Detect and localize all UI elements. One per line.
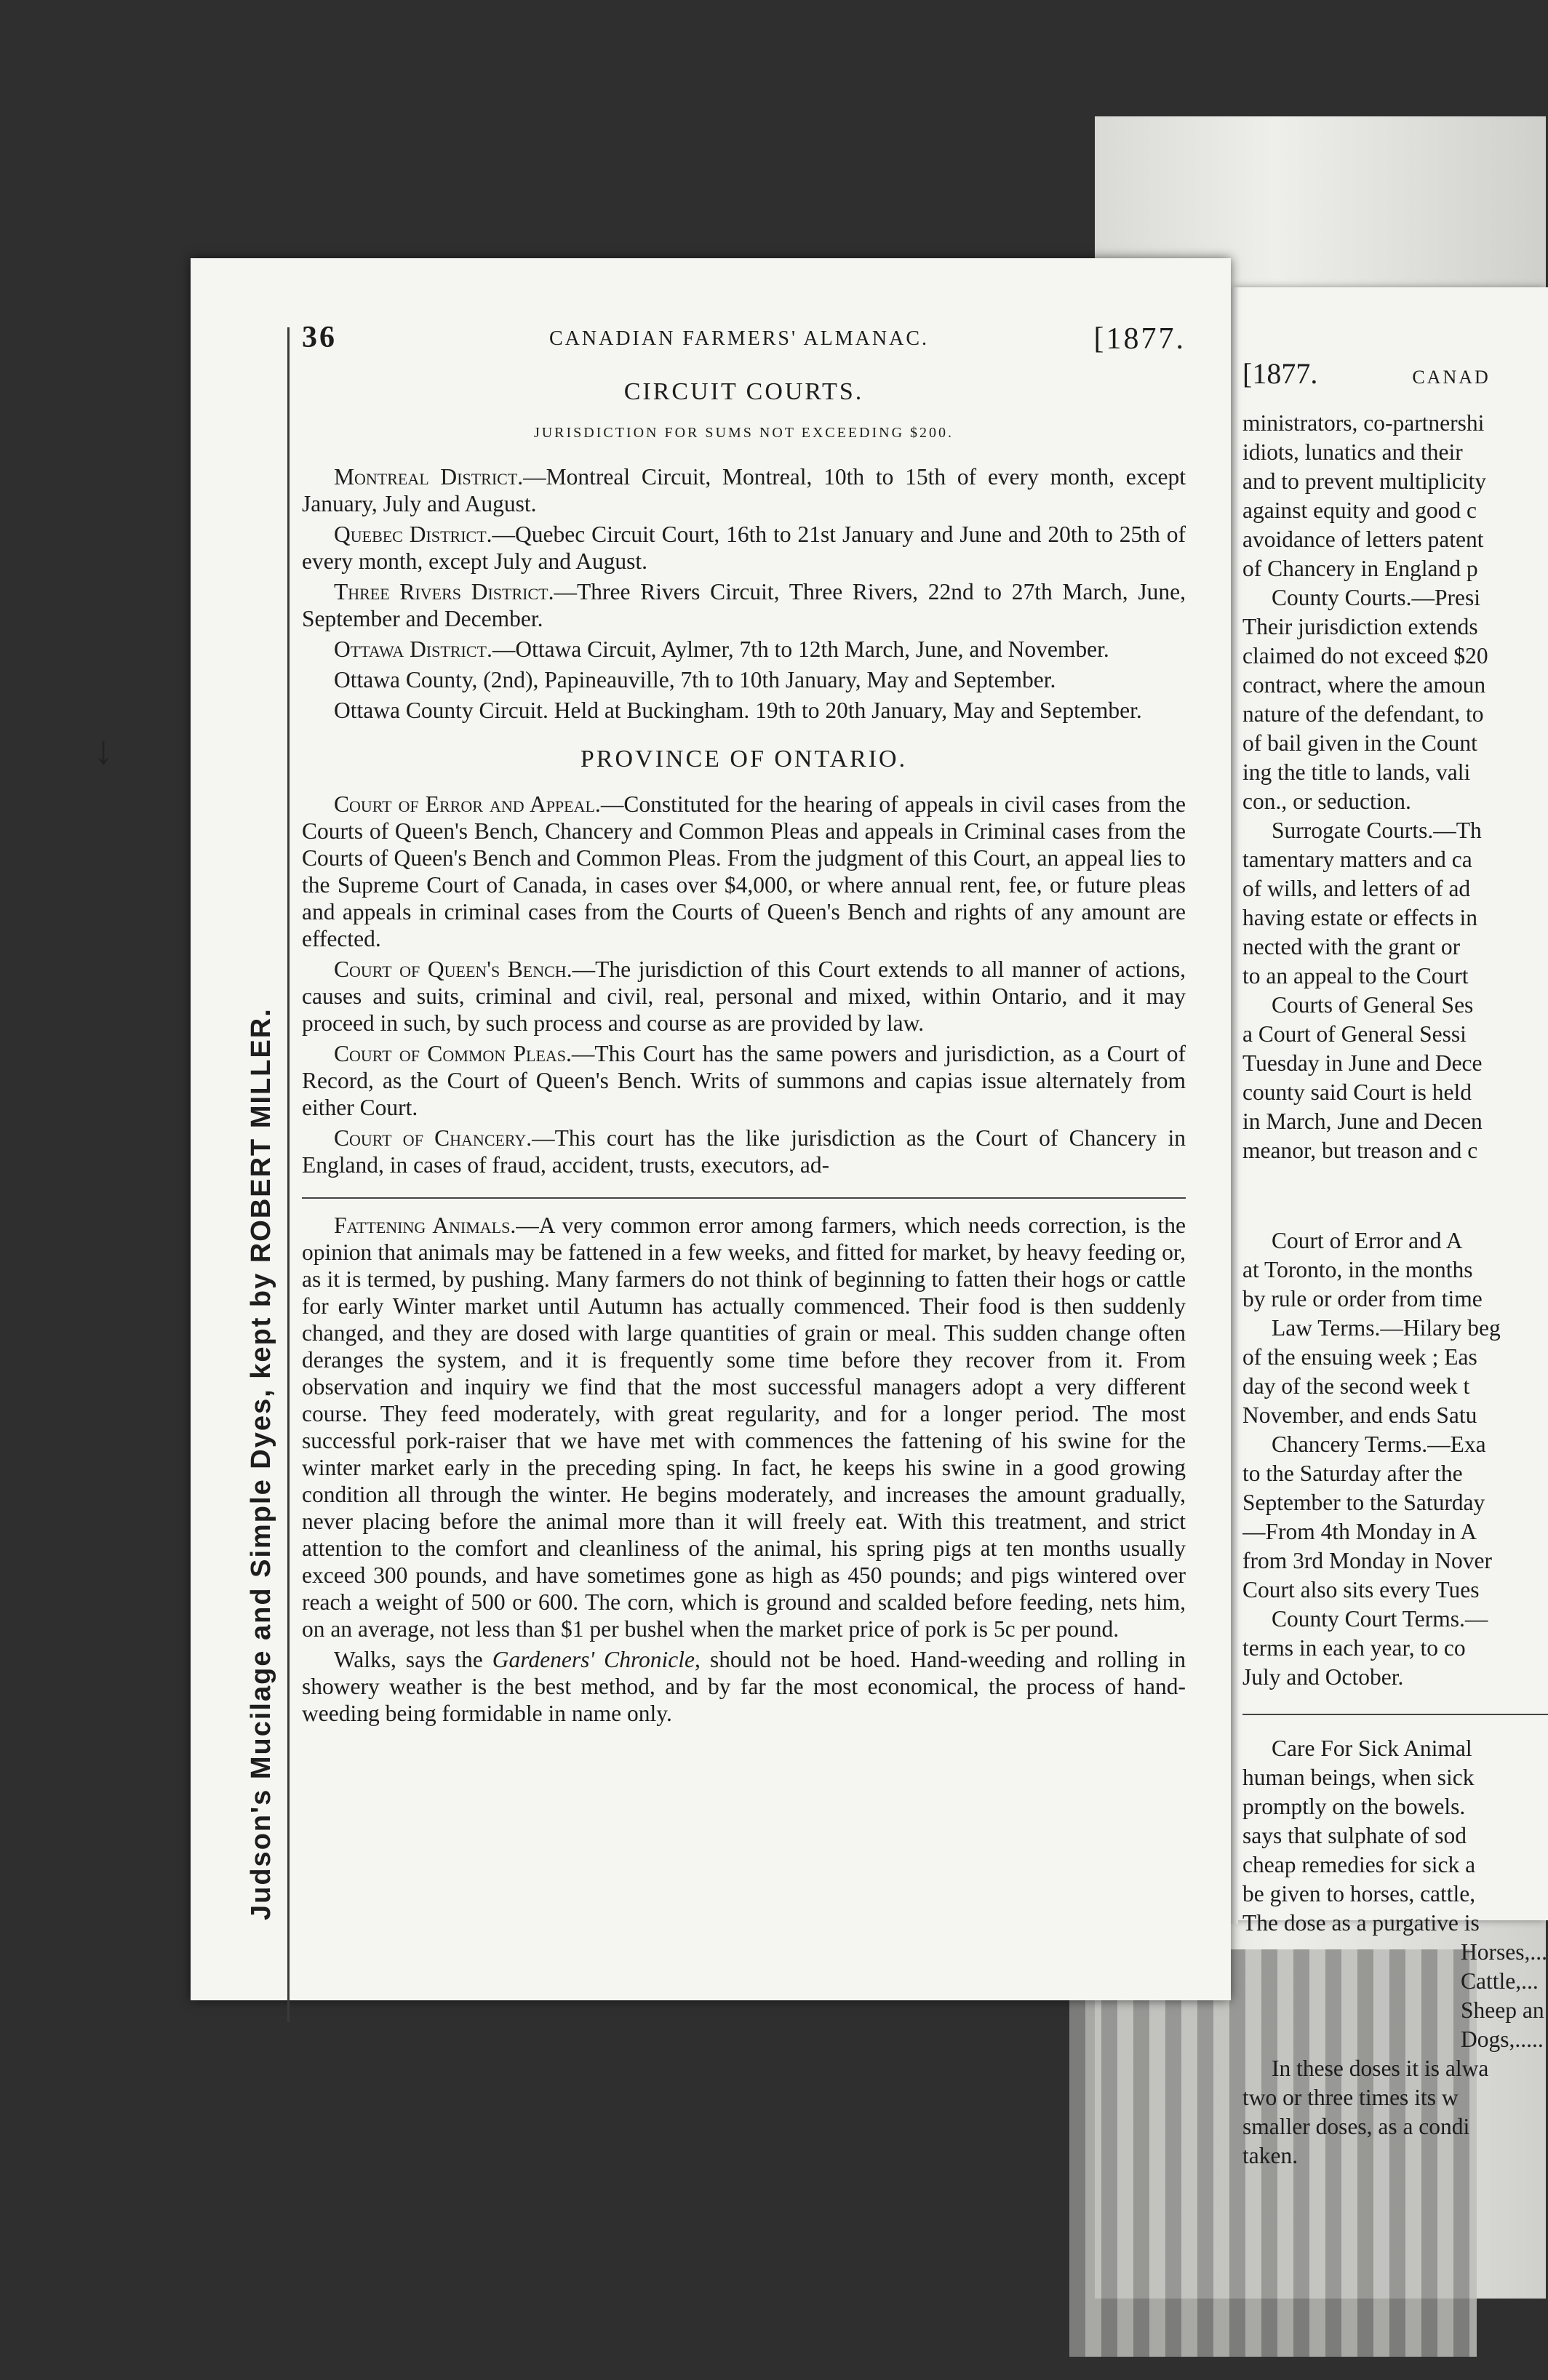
right-year: [1877. <box>1242 357 1318 390</box>
right-text-line: in March, June and Decen <box>1242 1109 1483 1134</box>
right-text-line: con., or seduction. <box>1242 788 1411 814</box>
right-text-line: Horses,... <box>1461 1939 1547 1965</box>
right-text-line: by rule or order from time <box>1242 1286 1483 1311</box>
circuit-paragraph <box>302 636 1186 663</box>
right-gap <box>1242 1165 1548 1226</box>
right-text-line: smaller doses, as a condi <box>1242 2114 1470 2139</box>
page-title: CIRCUIT COURTS. <box>623 378 864 405</box>
circuit-paragraph-text: —Ottawa Circuit, Aylmer, 7th to 12th March, June, and November. <box>492 636 1109 662</box>
circuit-paragraph <box>302 666 1186 693</box>
right-text-line: In these doses it is alwa <box>1272 2056 1489 2081</box>
right-text-line: against equity and good c <box>1242 498 1477 523</box>
section-title: PROVINCE OF ONTARIO. <box>580 746 908 772</box>
court-paragraph-lead: Court of Queen's Bench. <box>334 957 572 982</box>
right-text-line: Law Terms.—Hilary beg <box>1272 1315 1501 1341</box>
right-text-line: promptly on the bowels. <box>1242 1794 1466 1819</box>
right-text-line: tamentary matters and ca <box>1242 847 1472 872</box>
court-paragraph <box>302 956 1186 1037</box>
right-text-line: The dose as a purgative is <box>1242 1910 1480 1936</box>
circuit-paragraph-lead: Ottawa District. <box>334 636 492 662</box>
ontario-courts <box>302 791 1186 1178</box>
right-text-line: July and October. <box>1242 1664 1404 1690</box>
right-text-line: claimed do not exceed $20 <box>1242 643 1488 668</box>
circuit-paragraph-lead: Three Rivers District. <box>334 579 554 604</box>
left-page-content <box>302 320 1186 1730</box>
right-divider <box>1242 1714 1548 1715</box>
right-text-bottom <box>1242 1734 1548 2171</box>
right-page-content <box>1242 356 1548 2171</box>
circuit-paragraph-lead: Montreal District. <box>334 464 524 490</box>
right-text-line: September to the Saturday <box>1242 1490 1485 1515</box>
running-head: CANADIAN FARMERS' ALMANAC. <box>549 327 930 350</box>
right-text-line: idiots, lunatics and their <box>1242 439 1463 465</box>
right-text-top <box>1242 409 1548 1165</box>
right-text-line: of Chancery in England p <box>1242 556 1478 581</box>
circuit-paragraph <box>302 578 1186 632</box>
walks-paragraph <box>302 1646 1186 1727</box>
right-text-line: Tuesday in June and Dece <box>1242 1050 1483 1076</box>
quebec-circuits <box>302 463 1186 724</box>
right-text-line: Surrogate Courts.—Th <box>1272 818 1482 843</box>
right-text-line: day of the second week t <box>1242 1373 1470 1399</box>
right-text-line: Care For Sick Animal <box>1272 1736 1472 1761</box>
right-text-line: cheap remedies for sick a <box>1242 1852 1476 1877</box>
right-text-line: of bail given in the Count <box>1242 730 1477 756</box>
right-text-line: nected with the grant or <box>1242 934 1461 959</box>
right-text-line: County Court Terms.— <box>1272 1606 1488 1632</box>
court-paragraph-lead: Court of Error and Appeal. <box>334 791 601 817</box>
right-text-line: and to prevent multiplicity <box>1242 468 1487 494</box>
walks-text-b: , should not be hoed. Hand-weeding and rolling in showery weather is the best method, and by far the most economical, the process of hand-weeding being formidable in name only. <box>302 1647 1186 1726</box>
right-text-line: ministrators, co-partnershi <box>1242 410 1485 436</box>
right-text-line: November, and ends Satu <box>1242 1402 1477 1428</box>
right-text-line: Their jurisdiction extends <box>1242 614 1478 639</box>
page-number: 36 <box>302 321 337 354</box>
court-paragraph-text: —Constituted for the hearing of appeals in civil cases from the Courts of Queen's Bench, Chancery and Common Pleas and appeals in Criminal cases from the Courts of Queen's Bench and Common Pleas. From the judgment of this Court, an appeal lies to the Supreme Court of Canada, in cases over $4,000, or where annual rent, fee, or future pleas and appeals in criminal cases from the Courts of Queen's Bench and rights of any amount are effected. <box>302 791 1186 951</box>
right-text-line: a Court of General Sessi <box>1242 1021 1467 1047</box>
running-header <box>302 320 1186 371</box>
circuit-paragraph-text: —Quebec Circuit Court, 16th to 21st January and June and 20th to 25th of every month, except July and August. <box>302 522 1186 574</box>
right-text-line: Court of Error and A <box>1272 1228 1463 1253</box>
right-text-line: contract, where the amoun <box>1242 672 1486 698</box>
right-text-line: having estate or effects in <box>1242 905 1478 930</box>
court-paragraph-text: —This court has the like jurisdiction as the Court of Chancery in England, in cases of fraud, accident, trusts, executors, ad- <box>302 1125 1186 1178</box>
right-text-line: County Courts.—Presi <box>1272 585 1481 610</box>
right-text-line: to an appeal to the Court <box>1242 963 1469 989</box>
circuit-paragraph <box>302 697 1186 724</box>
margin-advertisement: Judson's Mucilage and Simple Dyes, kept by ROBERT MILLER. <box>246 1007 276 1920</box>
divider <box>302 1197 1186 1199</box>
right-text-line: Dogs,..... <box>1461 2026 1544 2052</box>
pen-mark: ↓ <box>93 728 113 773</box>
circuit-paragraph <box>302 463 1186 517</box>
fattening-text: —A very common error among farmers, which needs correction, is the opinion that animals may be fattened in a few weeks, and fitted for market, by heavy feeding or, as it is termed, by pushing. Many farmers do not think of beginning to fatten their hogs or cattle for early Winter market until Autumn has actually commenced. Their food is then suddenly changed, and they are dosed with large quantities of grain or meal. This sudden change often deranges the system, and it is frequently some time before they recover from it. From observation and inquiry we find that the most successful managers adopt a very different course. They feed moderately, with great regularity, and for a longer period. The most successful pork-raiser that we have met with commences the fattening of his swine for the winter market early in the preceding sping. In fact, he keeps his swine in a good growing condition all through the winter. He begins moderately, and increases the amount gradually, never placing before the animal more than it will freely eat. With this treatment, and strict attention to the comfort and cleanliness of the animal, his spring pigs at ten months usually exceed 300 pounds, and have sometimes gone as high as 450 pounds; and pigs wintered over reach a weight of 500 or 600. The corn, which is ground and scalded before feeding, nets him, on an average, not less than $1 per bushel when the market price of pork is 5c per pound. <box>302 1213 1186 1642</box>
right-text-line: to the Saturday after the <box>1242 1461 1463 1486</box>
right-text-line: —From 4th Monday in A <box>1242 1519 1477 1544</box>
court-paragraph <box>302 791 1186 952</box>
right-text-line: be given to horses, cattle, <box>1242 1881 1476 1906</box>
fattening-lead: Fattening Animals. <box>334 1213 516 1238</box>
page-subtitle: JURISDICTION FOR SUMS NOT EXCEEDING $200. <box>533 425 954 441</box>
right-text-line: of wills, and letters of ad <box>1242 876 1471 901</box>
right-text-line: two or three times its w <box>1242 2085 1459 2110</box>
right-text-line: taken. <box>1242 2143 1298 2168</box>
right-text-line: of the ensuing week ; Eas <box>1242 1344 1477 1370</box>
right-text-line: Sheep an <box>1461 1997 1544 2023</box>
court-paragraph <box>302 1125 1186 1178</box>
court-paragraph-text: —This Court has the same powers and jurisdiction, as a Court of Record, as the Court of Queen's Bench. Writs of summons and capias issue alternately from either Court. <box>302 1041 1186 1120</box>
court-paragraph-lead: Court of Common Pleas. <box>334 1041 572 1066</box>
circuit-paragraph-text: —Three Rivers Circuit, Three Rivers, 22nd to 27th March, June, September and December. <box>302 579 1186 631</box>
circuit-paragraph-text: Ottawa County, (2nd), Papineauville, 7th to 10th January, May and September. <box>334 667 1056 692</box>
walks-text-a: Walks, says the <box>334 1647 492 1672</box>
right-running-header <box>1242 356 1548 409</box>
right-text-line: ing the title to lands, vali <box>1242 759 1471 785</box>
year: [1877. <box>1093 322 1186 356</box>
right-text-line: says that sulphate of sod <box>1242 1823 1467 1848</box>
right-running-head: CANAD <box>1412 367 1491 388</box>
right-text-middle <box>1242 1226 1548 1692</box>
circuit-paragraph <box>302 521 1186 575</box>
right-text-line: meanor, but treason and c <box>1242 1138 1478 1163</box>
right-text-line: human beings, when sick <box>1242 1765 1475 1790</box>
right-text-line: from 3rd Monday in Nover <box>1242 1548 1492 1573</box>
circuit-paragraph-lead: Quebec District. <box>334 522 492 547</box>
court-paragraph <box>302 1040 1186 1121</box>
walks-source: Gardeners' Chronicle <box>492 1647 695 1672</box>
fattening-paragraph <box>302 1212 1186 1642</box>
right-text-line: Court also sits every Tues <box>1242 1577 1480 1602</box>
right-text-line: avoidance of letters patent <box>1242 527 1484 552</box>
right-text-line: Courts of General Ses <box>1272 992 1474 1018</box>
court-paragraph-text: —The jurisdiction of this Court extends to all manner of actions, causes and suits, criminal and civil, real, personal and mixed, within Ontario, and it may proceed in such, by such process and course as are provided by law. <box>302 957 1186 1036</box>
right-text-line: Cattle,... <box>1461 1968 1539 1994</box>
circuit-paragraph-text: Ottawa County Circuit. Held at Buckingham. 19th to 20th January, May and September. <box>334 698 1142 723</box>
right-text-line: terms in each year, to co <box>1242 1635 1466 1661</box>
circuit-paragraph-text: —Montreal Circuit, Montreal, 10th to 15th of every month, except January, July and August. <box>302 464 1186 516</box>
right-text-line: Chancery Terms.—Exa <box>1272 1431 1486 1457</box>
right-text-line: at Toronto, in the months <box>1242 1257 1473 1282</box>
right-text-line: nature of the defendant, to <box>1242 701 1484 727</box>
right-text-line: county said Court is held <box>1242 1079 1472 1105</box>
court-paragraph-lead: Court of Chancery. <box>334 1125 532 1151</box>
